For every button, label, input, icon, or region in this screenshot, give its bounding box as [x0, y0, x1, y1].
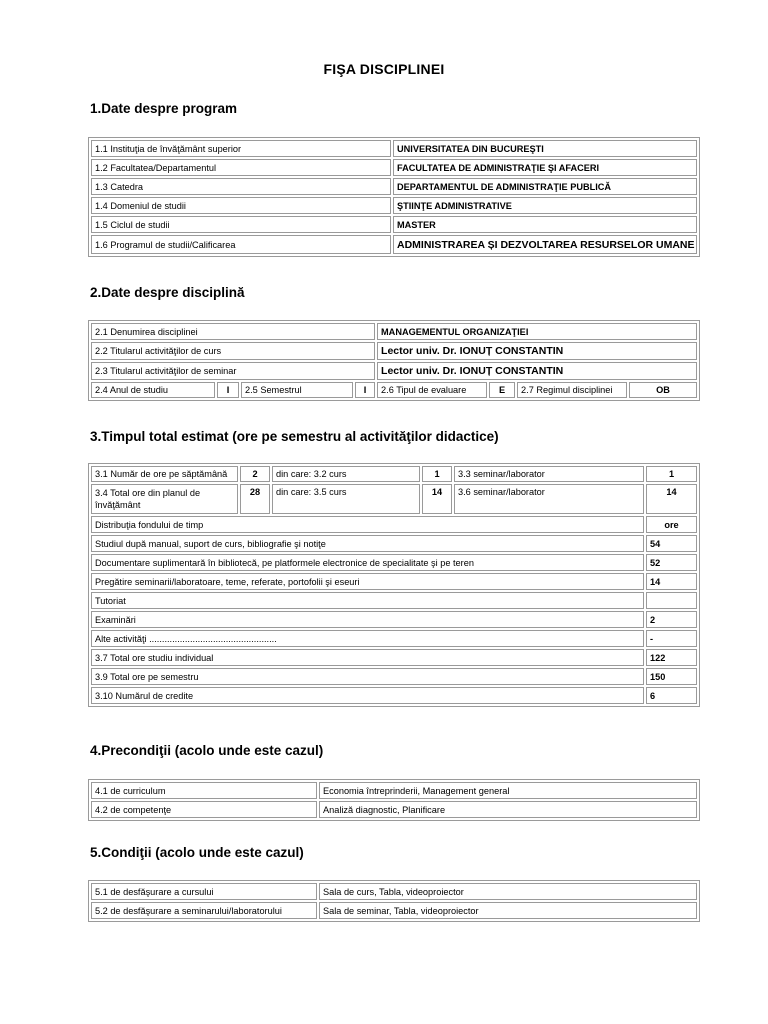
row-value: FACULTATEA DE ADMINISTRAŢIE ŞI AFACERI — [393, 159, 697, 176]
table-row — [91, 782, 697, 799]
row-label: 1.3 Catedra — [91, 178, 391, 195]
row-label: 2.2 Titularul activităţilor de curs — [91, 342, 375, 360]
discipline-table — [88, 320, 700, 401]
table-row — [91, 140, 697, 157]
regime-label: 2.7 Regimul disciplinei — [517, 382, 627, 398]
year-value: I — [217, 382, 239, 398]
conditions-table — [88, 880, 700, 922]
section-5-heading: 5.Condiţii (acolo unde este cazul) — [90, 845, 304, 860]
row-label: 1.1 Instituţia de învăţământ superior — [91, 140, 391, 157]
row-value: MASTER — [393, 216, 697, 233]
section-2-heading: 2.Date despre disciplină — [90, 285, 245, 300]
table-row — [91, 611, 697, 628]
row-label: Documentare suplimentară în bibliotecă, pe platformele electronice de specialitate şi pe teren — [91, 554, 644, 571]
row-label: 3.4 Total ore din planul de învăţământ — [91, 484, 238, 514]
program-table — [88, 137, 700, 257]
row-label: Examinări — [91, 611, 644, 628]
table-row — [91, 592, 697, 609]
row-label: 5.2 de desfăşurare a seminarului/laboratorului — [91, 902, 317, 919]
table-row — [91, 216, 697, 233]
table-row — [91, 630, 697, 647]
row-value: 54 — [646, 535, 697, 552]
table-row — [91, 178, 697, 195]
row-label: 1.2 Facultatea/Departamentul — [91, 159, 391, 176]
table-row — [91, 159, 697, 176]
row-value: Analiză diagnostic, Planificare — [319, 801, 697, 818]
row-value: MANAGEMENTUL ORGANIZAŢIEI — [377, 323, 697, 340]
row-label: 2.1 Denumirea disciplinei — [91, 323, 375, 340]
table-row — [91, 687, 697, 704]
row-label: 1.5 Ciclul de studii — [91, 216, 391, 233]
row-label: Distribuţia fondului de timp — [91, 516, 644, 533]
row-label: Alte activităţi .................................................. — [91, 630, 644, 647]
row-value: Lector univ. Dr. IONUȚ CONSTANTIN — [377, 362, 697, 380]
row-value: - — [646, 630, 697, 647]
table-row — [91, 484, 697, 514]
section-3-heading: 3.Timpul total estimat (ore pe semestru al activităţilor didactice) — [90, 429, 499, 444]
section-4-heading: 4.Precondiţii (acolo unde este cazul) — [90, 743, 324, 758]
row-label: 1.6 Programul de studii/Calificarea — [91, 235, 391, 254]
row-value: 150 — [646, 668, 697, 685]
course-value: 14 — [422, 484, 452, 514]
seminar-label: 3.6 seminar/laborator — [454, 484, 644, 514]
table-row — [91, 466, 697, 482]
row-value: 28 — [240, 484, 270, 514]
row-value: 14 — [646, 573, 697, 590]
row-label: 5.1 de desfăşurare a cursului — [91, 883, 317, 900]
row-label: 4.2 de competenţe — [91, 801, 317, 818]
row-value: Sala de curs, Tabla, videoproiector — [319, 883, 697, 900]
semester-value: I — [355, 382, 375, 398]
row-label: 3.7 Total ore studiu individual — [91, 649, 644, 666]
row-value: 52 — [646, 554, 697, 571]
table-row — [91, 516, 697, 533]
row-label: 3.10 Numărul de credite — [91, 687, 644, 704]
evaluation-value: E — [489, 382, 515, 398]
document-title: FIŞA DISCIPLINEI — [323, 61, 445, 77]
evaluation-label: 2.6 Tipul de evaluare — [377, 382, 487, 398]
table-row — [91, 668, 697, 685]
seminar-label: 3.3 seminar/laborator — [454, 466, 644, 482]
row-value: 6 — [646, 687, 697, 704]
table-row — [91, 323, 697, 340]
table-row — [91, 535, 697, 552]
row-value: ADMINISTRAREA ȘI DEZVOLTAREA RESURSELOR UMANE — [393, 235, 697, 254]
table-row — [91, 197, 697, 214]
row-label: 1.4 Domeniul de studii — [91, 197, 391, 214]
row-value: DEPARTAMENTUL DE ADMINISTRAŢIE PUBLICĂ — [393, 178, 697, 195]
row-label: Studiul după manual, suport de curs, bibliografie şi notiţe — [91, 535, 644, 552]
time-table — [88, 463, 700, 707]
row-label: 3.9 Total ore pe semestru — [91, 668, 644, 685]
preconditions-table — [88, 779, 700, 821]
row-value: Economia întreprinderii, Management general — [319, 782, 697, 799]
table-row — [91, 801, 697, 818]
table-row — [91, 649, 697, 666]
row-value: 122 — [646, 649, 697, 666]
row-value: ore — [646, 516, 697, 533]
row-value: 2 — [646, 611, 697, 628]
row-label: 3.1 Număr de ore pe săptămână — [91, 466, 238, 482]
row-value: Sala de seminar, Tabla, videoproiector — [319, 902, 697, 919]
row-value: ŞTIINŢE ADMINISTRATIVE — [393, 197, 697, 214]
seminar-value: 1 — [646, 466, 697, 482]
table-row — [91, 573, 697, 590]
row-value: UNIVERSITATEA DIN BUCUREŞTI — [393, 140, 697, 157]
row-value — [646, 592, 697, 609]
course-label: din care: 3.2 curs — [272, 466, 420, 482]
course-value: 1 — [422, 466, 452, 482]
table-row — [91, 554, 697, 571]
seminar-value: 14 — [646, 484, 697, 514]
row-value: Lector univ. Dr. IONUȚ CONSTANTIN — [377, 342, 697, 360]
semester-label: 2.5 Semestrul — [241, 382, 353, 398]
row-label: 2.3 Titularul activităţilor de seminar — [91, 362, 375, 380]
table-row — [91, 235, 697, 254]
table-row — [91, 342, 697, 360]
regime-value: OB — [629, 382, 697, 398]
row-label: Tutoriat — [91, 592, 644, 609]
row-value: 2 — [240, 466, 270, 482]
row-label: 4.1 de curriculum — [91, 782, 317, 799]
table-row — [91, 362, 697, 380]
table-row — [91, 382, 697, 398]
course-label: din care: 3.5 curs — [272, 484, 420, 514]
table-row — [91, 902, 697, 919]
year-label: 2.4 Anul de studiu — [91, 382, 215, 398]
table-row — [91, 883, 697, 900]
row-label: Pregătire seminarii/laboratoare, teme, referate, portofolii şi eseuri — [91, 573, 644, 590]
section-1-heading: 1.Date despre program — [90, 101, 238, 116]
